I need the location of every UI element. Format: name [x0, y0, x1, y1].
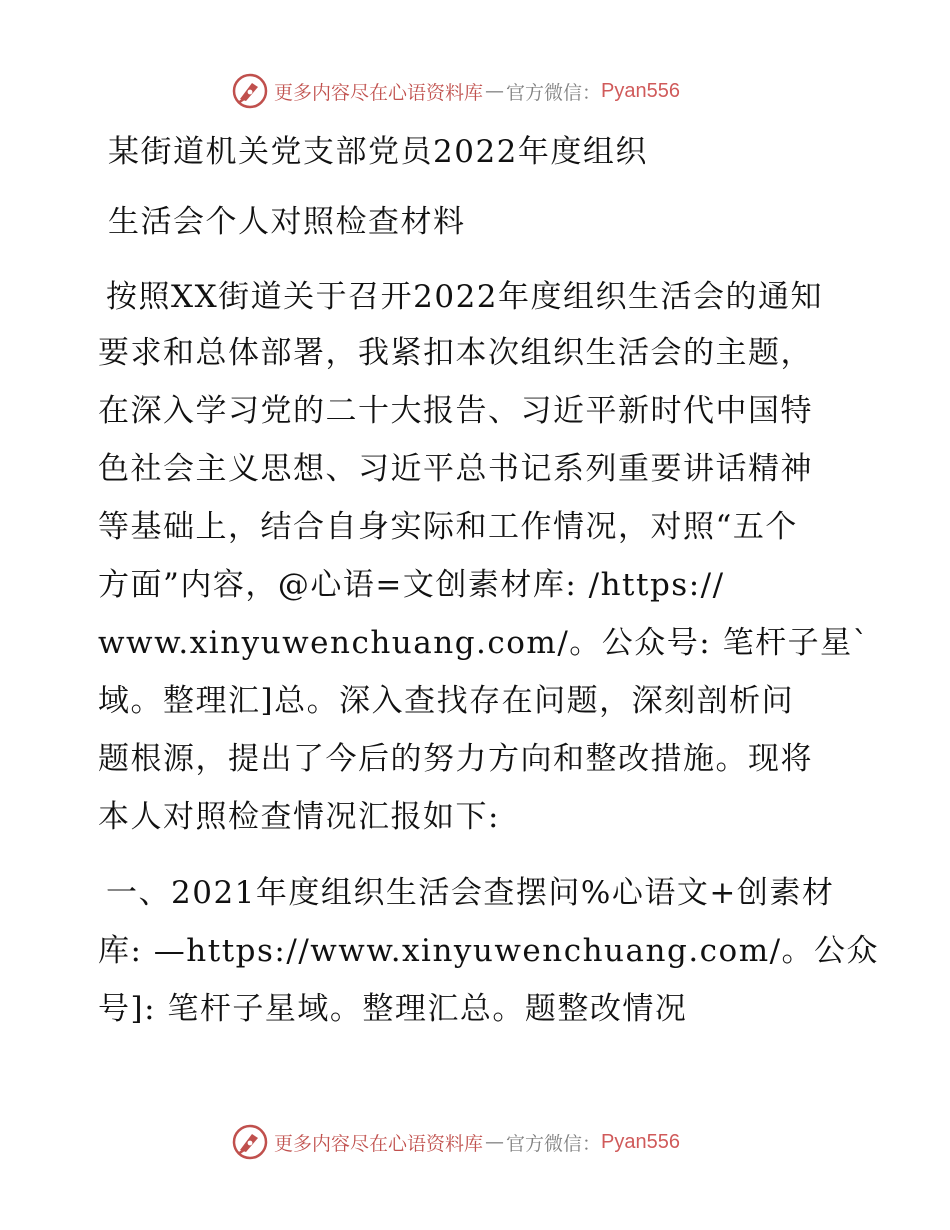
document-title-line-2: 生活会个人对照检查材料 [108, 204, 466, 240]
banner-text: 更多内容尽在心语资料库 [274, 81, 484, 104]
document-title-line-1: 某街道机关党支部党员2022年度组织 [108, 134, 648, 170]
body-line-4: 色社会主义思想、习近平总书记系列重要讲话精神 [98, 451, 813, 487]
footer-banner [232, 1122, 680, 1162]
body-line-2: 要求和总体部署，我紧扣本次组织生活会的主题， [98, 335, 813, 371]
banner-official-label: 官方微信： [506, 1132, 602, 1155]
banner-separator: — [485, 1131, 505, 1153]
body-line-9: 题根源，提出了今后的努力方向和整改措施。现将 [98, 741, 813, 777]
banner-text: 更多内容尽在心语资料库 [274, 1132, 484, 1155]
banner-official-label: 官方微信： [506, 81, 602, 104]
body-line-3: 在深入学习党的二十大报告、习近平新时代中国特 [98, 393, 813, 429]
body-line-8: 域。整理汇]总。深入查找存在问题，深刻剖析问 [98, 683, 795, 719]
banner-wechat-id: Pyan556 [601, 1130, 680, 1153]
body-line-10: 本人对照检查情况汇报如下: [98, 799, 500, 835]
body-line-6: 方面”内容，@心语=文创素材库: /https:// [98, 567, 725, 603]
body-line-7: www.xinyuwenchuang.com/。公众号: 笔杆子星` [98, 625, 870, 661]
section-line-3: 号]: 笔杆子星域。整理汇总。题整改情况 [98, 991, 688, 1027]
pen-nib-logo-icon [232, 1124, 268, 1160]
section-line-2: 库: —https://www.xinyuwenchuang.com/。公众 [98, 933, 880, 969]
body-line-1: 按照XX街道关于召开2022年度组织生活会的通知 [106, 279, 824, 315]
section-line-1: 一、2021年度组织生活会查摆问%心语文+创素材 [106, 875, 835, 911]
header-banner [232, 71, 680, 111]
banner-separator: — [485, 80, 505, 102]
pen-nib-logo-icon [232, 73, 268, 109]
banner-wechat-id: Pyan556 [601, 79, 680, 102]
body-line-5: 等基础上，结合自身实际和工作情况，对照“五个 [98, 509, 798, 545]
